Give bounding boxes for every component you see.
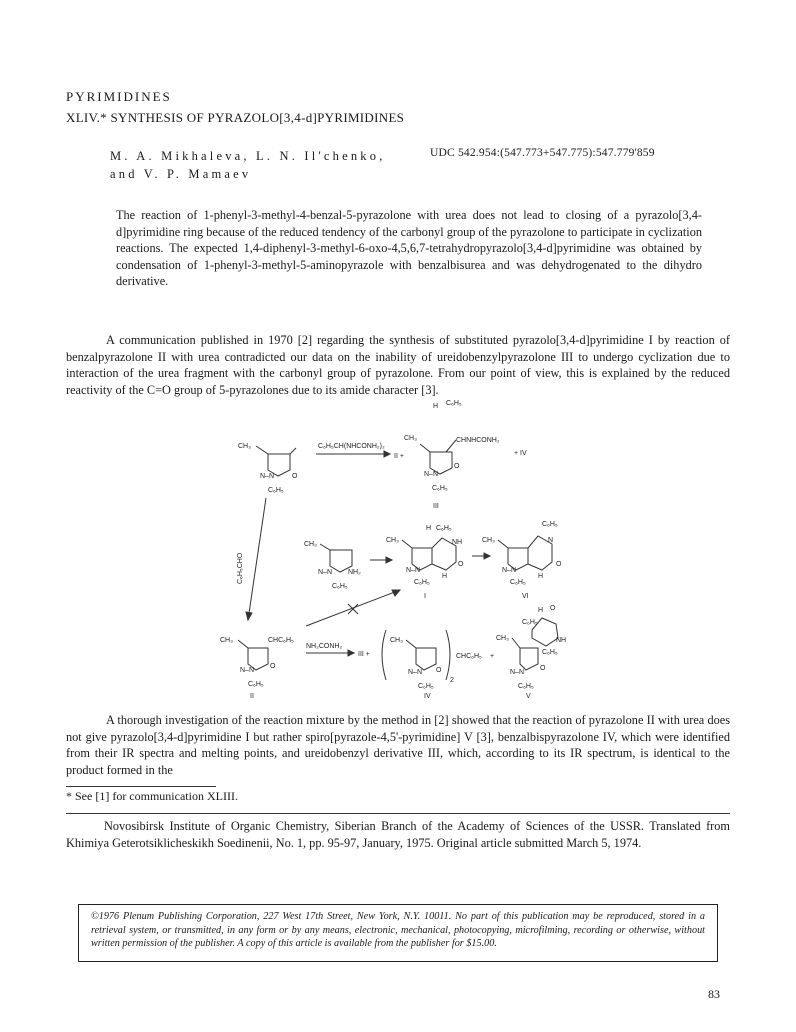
affiliation-note: Novosibirsk Institute of Organic Chemistry, Siberian Branch of the Academy of Sciences of the USSR. Translated from Khimiya Geterotsiklicheskikh Soedinenii, No. 1, pp. 95-97, January, 1975. Original article submitted March 5, 1974. <box>66 819 730 850</box>
compound-II-top <box>238 443 298 494</box>
n-n-label: N–N <box>502 567 517 574</box>
h-label: H <box>538 607 544 614</box>
plus-sign: + <box>490 653 495 660</box>
article-title: XLIV.* SYNTHESIS OF PYRAZOLO[3,4-d]PYRIMIDINES <box>66 110 405 125</box>
nh-label: NH <box>452 539 463 546</box>
o-label: O <box>454 463 460 470</box>
c6h5-label: C₆H₅ <box>418 683 434 690</box>
subscript-2: 2 <box>450 677 454 684</box>
page-number: 83 <box>708 987 720 1001</box>
ch3-label: CH₃ <box>304 541 317 548</box>
chc6h5-label: CHC₆H₅ <box>456 653 482 660</box>
n-n-label: N–N <box>318 569 333 576</box>
body-paragraph-2: A thorough investigation of the reaction mixture by the method in [2] showed that the reaction of pyrazolone II with urea does not give pyrazolo[3,4-d]pyrimidine I but rather spiro[pyrazole-4,5'-pyrimidine] V [3], benzalbispyrazolone IV, which were identified from their IR spectra and melting points, and ureidobenzyl derivative III, which, according to its IR spectrum, is identical to the product formed in the <box>66 713 730 777</box>
c6h5-label: C₆H₅ <box>432 485 448 492</box>
c6h5-label: C₆H₅ <box>518 683 534 690</box>
reagent-bisurea: C₆H₅CH(NHCONH₂)₂ <box>318 443 385 450</box>
c6h5-label: C₆H₅ <box>414 579 430 586</box>
footnote: * See [1] for communication XLIII. <box>66 789 238 803</box>
o-label: O <box>550 605 556 612</box>
udc-code: UDC 542.954:(547.773+547.775):547.779'859 <box>430 147 655 159</box>
o-label: O <box>292 473 298 480</box>
label-II: II <box>250 693 254 700</box>
h-label: H <box>442 573 448 580</box>
arrow-crossed <box>306 590 400 626</box>
n-n-label: N–N <box>424 471 439 478</box>
o-label: O <box>556 561 562 568</box>
c6h5-label: C₆H₅ <box>268 487 284 494</box>
n-n-label: N–N <box>240 667 255 674</box>
reaction-scheme <box>220 398 580 700</box>
c6h5-label: C₆H₅ <box>436 525 452 532</box>
c6h5-label: C₆H₅ <box>332 583 348 590</box>
abstract: The reaction of 1-phenyl-3-methyl-4-benzal-5-pyrazolone with urea does not lead to closing of a pyrazolo[3,4-d]pyrimidine ring because of the reduced tendency of the carbonyl group of the pyrazolone to participate in cyclization reactions. The expected 1,4-diphenyl-3-methyl-6-oxo-4,5,6,7-tetrahydropyrazolo[3,4-d]pyrimidine was obtained by condensation of 1-phenyl-3-methyl-5-aminopyrazole with benzalbisurea and was dehydrogenated to the dihydro derivative. <box>116 208 702 288</box>
c6h5-label: C₆H₅ <box>248 681 264 688</box>
nh-label: NH <box>556 637 567 644</box>
compound-V <box>496 605 566 700</box>
h-label: H <box>433 403 439 410</box>
ch3-label: CH₃ <box>386 537 399 544</box>
copyright-text: ©1976 Plenum Publishing Corporation, 227 West 17th Street, New York, N.Y. 10011. No part of this publication may be reproduced, stored in a retrieval system, or transmitted, in any form or by any means, electronic, mechanical, photocopying, microfilming, recording or otherwise, without written permission of the publisher. A copy of this article is available from the publisher for $15.00. <box>91 911 705 949</box>
compound-III <box>404 400 500 510</box>
copyright-box <box>78 904 718 962</box>
nh2-label: NH₂ <box>348 569 361 576</box>
ch3-label: CH₃ <box>390 637 403 644</box>
n-n-label: N–N <box>510 669 525 676</box>
label-V: V <box>526 693 531 700</box>
compound-VI <box>482 521 562 600</box>
o-label: O <box>270 663 276 670</box>
n-n-label: N–N <box>260 473 275 480</box>
c6h5-label-right: C₆H₅ <box>542 649 558 656</box>
o-label: O <box>436 667 442 674</box>
ch3-label: CH₃ <box>238 443 251 450</box>
chnhconh2-label: CHNHCONH₂ <box>456 437 500 444</box>
c6h5-label: C₆H₅ <box>522 619 538 626</box>
ii-plus: II + <box>394 453 404 460</box>
n-n-label: N–N <box>406 567 421 574</box>
ch3-label: CH₃ <box>482 537 495 544</box>
c6h5-label: C₆H₅ <box>446 400 462 407</box>
body-paragraph-1: A communication published in 1970 [2] regarding the synthesis of substituted pyrazolo[3,4-d]pyrimidine I by reaction of benzalpyrazolone II with urea contradicted our data on the inability of ureidobenzylpyrazolone III to undergo cyclization due to interaction of the urea fragment with the carbonyl group of pyrazolone. From our point of view, this is explained by the reduced reactivity of the C=O group of 5-pyrazolones due to its amide character [3]. <box>66 333 730 397</box>
authors: M. A. Mikhaleva, L. N. Il'chenko, and V. P. Mamaev <box>110 149 386 181</box>
ch3-label: CH₃ <box>404 435 417 442</box>
h-label: H <box>426 525 432 532</box>
ch3-label: CH₃ <box>496 635 509 642</box>
label-I: I <box>424 593 426 600</box>
plus-iv: + IV <box>514 450 527 457</box>
reagent-benzaldehyde: C₆H₅CHO <box>237 552 244 584</box>
h-label: H <box>538 573 544 580</box>
iii-plus: III + <box>358 651 370 658</box>
n-label: N <box>548 537 554 544</box>
affiliation-divider <box>66 813 730 814</box>
c6h5-label: C₆H₅ <box>510 579 526 586</box>
aminopyrazole <box>304 541 361 590</box>
label-VI: VI <box>522 593 529 600</box>
o-label: O <box>540 665 546 672</box>
n-n-label: N–N <box>408 669 423 676</box>
compound-I <box>386 525 464 600</box>
label-III: III <box>433 503 439 510</box>
compound-IV <box>382 630 482 700</box>
reagent-urea: NH₂CONH₂ <box>306 643 343 650</box>
journal-section-heading: PYRIMIDINES <box>66 89 172 104</box>
footnote-divider <box>66 786 216 787</box>
o-label: O <box>458 561 464 568</box>
compound-II <box>220 637 294 700</box>
label-IV: IV <box>424 693 431 700</box>
ch3-label: CH₃ <box>220 637 233 644</box>
c6h5-label: C₆H₅ <box>542 521 558 528</box>
chc6h5-label: CHC₆H₅ <box>268 637 294 644</box>
arrow-vertical <box>248 498 266 620</box>
